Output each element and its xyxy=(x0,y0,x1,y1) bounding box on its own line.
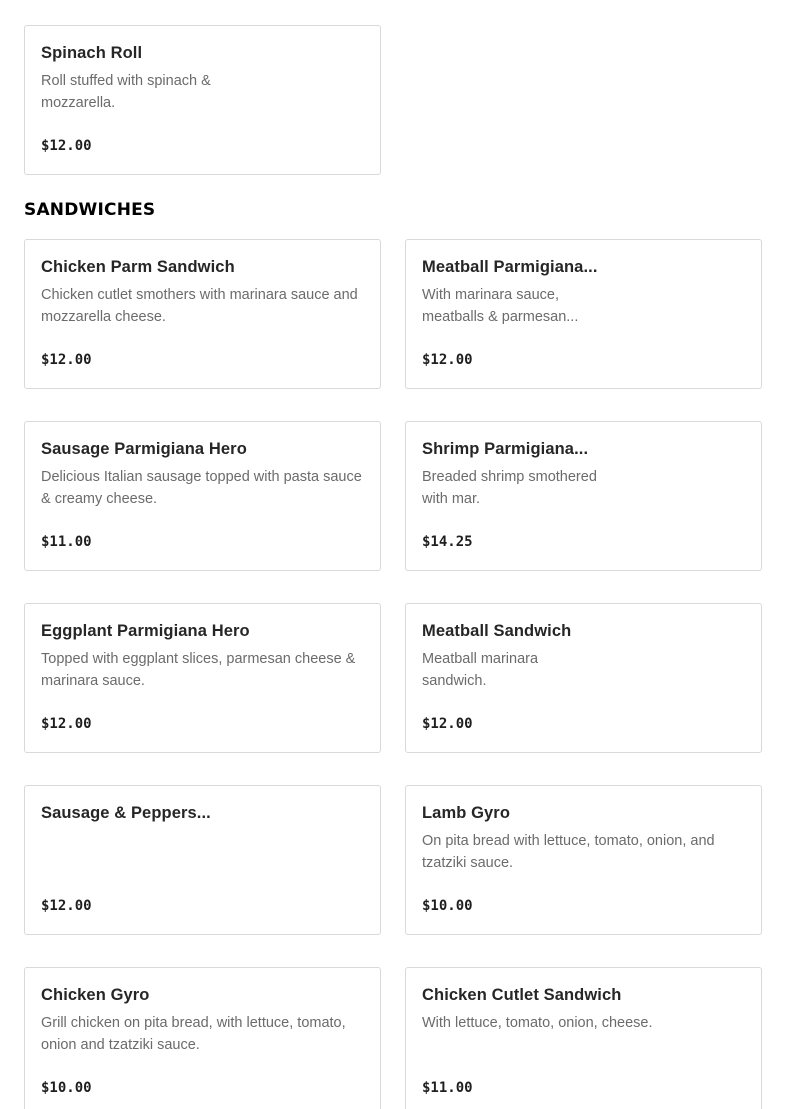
item-name: Meatball Parmigiana... xyxy=(422,258,598,276)
item-price: $12.00 xyxy=(422,352,473,368)
item-price: $12.00 xyxy=(41,898,92,914)
item-name: Chicken Gyro xyxy=(41,986,150,1004)
item-price: $14.25 xyxy=(422,534,473,550)
item-description: Meatball marinara sandwich. xyxy=(422,651,539,689)
menu-item-card[interactable] xyxy=(405,421,762,571)
item-price: $10.00 xyxy=(41,1080,92,1096)
item-name: Sausage & Peppers... xyxy=(41,804,211,822)
item-price: $12.00 xyxy=(41,352,92,368)
item-description: Grill chicken on pita bread, with lettuce, tomato, onion and tzatziki sauce. xyxy=(41,1015,346,1053)
menu-item-card[interactable] xyxy=(24,421,381,571)
item-price: $11.00 xyxy=(41,534,92,550)
menu-item-card[interactable] xyxy=(405,967,762,1109)
item-name: Lamb Gyro xyxy=(422,804,511,822)
item-description: Delicious Italian sausage topped with pasta sauce & creamy cheese. xyxy=(41,469,362,507)
section-title-sandwiches: SANDWICHES xyxy=(24,200,156,220)
item-price: $12.00 xyxy=(41,138,92,154)
menu-item-card[interactable] xyxy=(405,785,762,935)
item-name: Meatball Sandwich xyxy=(422,622,572,640)
item-name: Sausage Parmigiana Hero xyxy=(41,440,247,458)
menu-item-card[interactable] xyxy=(24,603,381,753)
menu-item-card[interactable] xyxy=(24,785,381,935)
item-price: $10.00 xyxy=(422,898,473,914)
item-name: Eggplant Parmigiana Hero xyxy=(41,622,250,640)
item-price: $12.00 xyxy=(422,716,473,732)
item-description: Roll stuffed with spinach & mozzarella. xyxy=(41,73,211,111)
item-name: Shrimp Parmigiana... xyxy=(422,440,589,458)
menu-item-card[interactable] xyxy=(24,967,381,1109)
item-name: Spinach Roll xyxy=(41,44,143,62)
item-description: Chicken cutlet smothers with marinara sauce and mozzarella cheese. xyxy=(41,287,358,325)
item-price: $12.00 xyxy=(41,716,92,732)
menu-item-card[interactable] xyxy=(405,603,762,753)
item-name: Chicken Cutlet Sandwich xyxy=(422,986,622,1004)
item-description: On pita bread with lettuce, tomato, onion, and tzatziki sauce. xyxy=(422,833,715,871)
item-description: Topped with eggplant slices, parmesan cheese & marinara sauce. xyxy=(41,651,356,689)
item-description: With lettuce, tomato, onion, cheese. xyxy=(422,1015,653,1031)
item-description: With marinara sauce, meatballs & parmesan... xyxy=(422,287,579,325)
menu-item-card[interactable] xyxy=(24,25,381,175)
item-description: Breaded shrimp smothered with mar. xyxy=(422,469,597,507)
item-price: $11.00 xyxy=(422,1080,473,1096)
menu-item-card[interactable] xyxy=(405,239,762,389)
item-name: Chicken Parm Sandwich xyxy=(41,258,235,276)
menu-item-card[interactable] xyxy=(24,239,381,389)
